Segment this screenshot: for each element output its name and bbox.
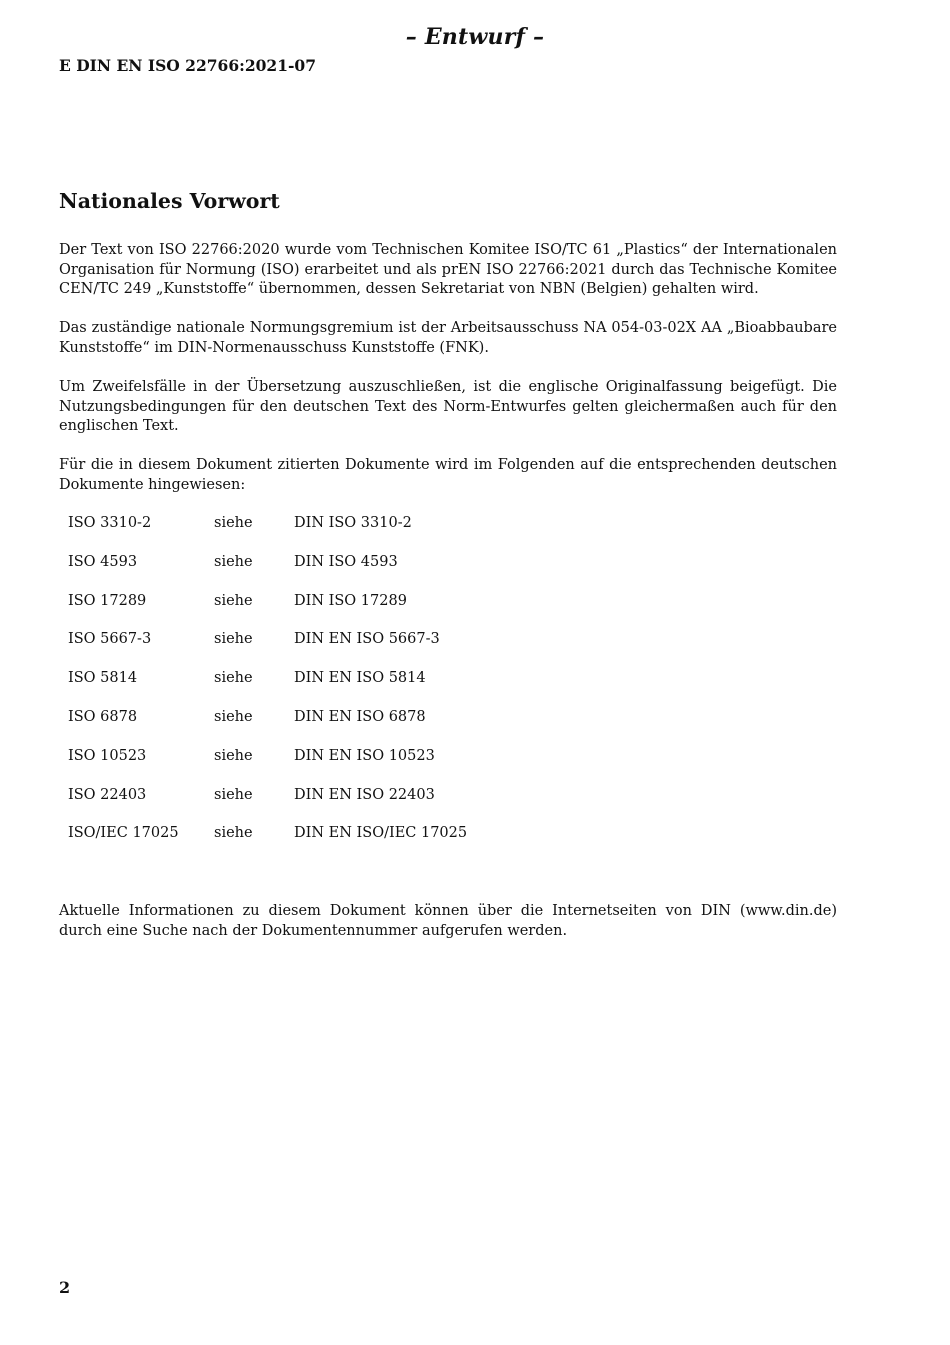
reference-iso: ISO 5814	[68, 670, 138, 687]
reference-iso: ISO 10523	[68, 747, 147, 764]
paragraph-references-intro: Für die in diesem Dokument zitierten Dokumente wird im Folgenden auf die entsprechenden deutschen Dokumente hingewiesen:	[59, 457, 837, 493]
reference-din: DIN ISO 4593	[294, 553, 398, 570]
reference-din: DIN EN ISO 6878	[294, 708, 426, 725]
reference-din: DIN EN ISO/IEC 17025	[294, 825, 468, 842]
paragraph-online-info: Aktuelle Informationen zu diesem Dokument können über die Internetseiten von DIN (www.din.de) durch eine Suche nach der Dokumentennummer aufgerufen werden.	[59, 903, 837, 939]
reference-row	[68, 706, 568, 745]
reference-iso: ISO 5667-3	[68, 631, 152, 648]
reference-iso: ISO 17289	[68, 592, 147, 609]
reference-iso: ISO/IEC 17025	[68, 825, 179, 842]
paragraph-committee: Das zuständige nationale Normungsgremium ist der Arbeitsausschuss NA 054-03-02X AA „Bioabbaubare Kunststoffe“ im DIN-Normenausschuss Kunststoffe (FNK).	[59, 320, 837, 356]
draft-watermark: – Entwurf –	[405, 24, 545, 50]
page-number: 2	[59, 1278, 71, 1297]
reference-see: siehe	[214, 670, 253, 687]
reference-din: DIN EN ISO 10523	[294, 747, 435, 764]
reference-see: siehe	[214, 592, 253, 609]
reference-din: DIN EN ISO 22403	[294, 786, 435, 803]
reference-row	[68, 822, 568, 861]
reference-see: siehe	[214, 515, 253, 531]
paragraph-translation: Um Zweifelsfälle in der Übersetzung auszuschließen, ist die englische Originalfassung beigefügt. Die Nutzungsbedingungen für den deutschen Text des Norm-Entwurfes gelten gleichermaßen auch für den englischen Text.	[59, 379, 837, 434]
reference-row	[68, 512, 568, 551]
reference-din: DIN EN ISO 5667-3	[294, 631, 440, 648]
section-title: Nationales Vorwort	[59, 189, 280, 213]
reference-din: DIN ISO 3310-2	[294, 515, 412, 531]
paragraph-origin: Der Text von ISO 22766:2020 wurde vom Technischen Komitee ISO/TC 61 „Plastics“ der Internationalen Organisation für Normung (ISO) erarbeitet und als prEN ISO 22766:2021 durch das Technische Komitee CEN/TC 249 „Kunststoffe“ übernommen, dessen Sekretariat von NBN (Belgien) gehalten wird.	[59, 242, 837, 297]
reference-see: siehe	[214, 747, 253, 764]
reference-din: DIN ISO 17289	[294, 592, 407, 609]
reference-see: siehe	[214, 825, 253, 842]
reference-din: DIN EN ISO 5814	[294, 670, 426, 687]
document-id: E DIN EN ISO 22766:2021-07	[59, 56, 316, 75]
reference-see: siehe	[214, 553, 253, 570]
reference-row	[68, 590, 568, 629]
reference-see: siehe	[214, 708, 253, 725]
reference-row	[68, 551, 568, 590]
reference-iso: ISO 3310-2	[68, 515, 152, 531]
reference-see: siehe	[214, 786, 253, 803]
reference-table	[68, 512, 568, 861]
reference-iso: ISO 6878	[68, 708, 138, 725]
reference-row	[68, 745, 568, 784]
reference-row	[68, 628, 568, 667]
reference-row	[68, 667, 568, 706]
reference-iso: ISO 4593	[68, 553, 138, 570]
reference-iso: ISO 22403	[68, 786, 147, 803]
reference-row	[68, 784, 568, 823]
reference-see: siehe	[214, 631, 253, 648]
